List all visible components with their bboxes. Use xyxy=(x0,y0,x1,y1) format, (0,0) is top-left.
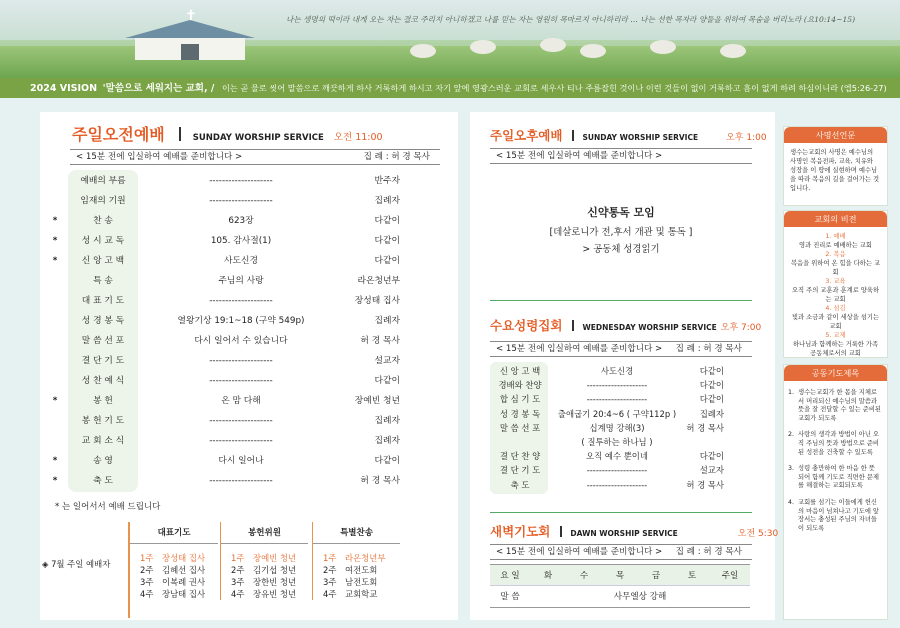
order-item-person: 장성태 집사 xyxy=(354,296,400,306)
order-item-name: 신 앙 고 백 xyxy=(81,256,125,266)
order-item-person: 다같이 xyxy=(374,236,400,246)
duty-roster xyxy=(128,522,400,618)
order-item-person: 다같이 xyxy=(699,366,724,376)
standing-marker: * xyxy=(52,476,58,486)
order-item-content: -------------------- xyxy=(209,176,273,186)
vision-item-text: 빛과 소금과 같이 세상을 섬기는 교회 xyxy=(791,314,880,330)
order-item-name: 결 단 기 도 xyxy=(499,465,541,476)
church-vision-box xyxy=(783,210,888,358)
order-item-name: 특 송 xyxy=(93,276,113,286)
order-row xyxy=(70,170,400,192)
order-row xyxy=(70,290,400,312)
duty-line: 4주 장유빈 청년 xyxy=(231,589,297,599)
vision-label: 2024 VISION xyxy=(30,83,98,94)
wednesday-order-row xyxy=(492,421,724,435)
standing-marker: * xyxy=(52,236,58,246)
standing-footnote: * 는 일어서서 예배 드립니다 xyxy=(55,502,161,512)
order-item-name: 예배의 부름 xyxy=(80,176,126,186)
order-item-content: 온 맘 다해 xyxy=(221,396,261,406)
morning-title: 주일오전예배 SUNDAY WORSHIP SERVICE 오전 11:00 xyxy=(72,125,383,144)
dawn-day: 화 xyxy=(543,571,553,581)
dawn-sermon-label: 말 씀 xyxy=(500,592,520,602)
order-item-person: 설교자 xyxy=(699,465,724,476)
right-sidebar xyxy=(783,122,888,620)
dawn-leader: 집 례 : 허 경 목사 xyxy=(675,547,742,557)
order-item-person: 반주자 xyxy=(374,176,400,186)
wednesday-order-row xyxy=(492,449,724,463)
order-item-name: 성 시 교 독 xyxy=(81,236,125,246)
dawn-days-row xyxy=(490,564,750,586)
order-row xyxy=(52,390,400,412)
church-building-illustration xyxy=(125,8,255,60)
order-row xyxy=(52,450,400,472)
order-item-content: -------------------- xyxy=(209,376,273,386)
order-item-name: 축 도 xyxy=(510,479,530,490)
vision-item-text: 하나님과 함께하는 거룩한 가족 공동체로서의 교회 xyxy=(792,341,879,357)
order-item-content: -------------------- xyxy=(209,296,273,306)
duty-line: 3주 이복례 권사 xyxy=(140,577,206,587)
afternoon-subject: [데살로니가 전,후서 개관 및 통독 ] xyxy=(549,227,693,238)
order-item-name: 송 영 xyxy=(93,456,113,466)
order-row xyxy=(70,330,400,352)
duty-line: 3주 남전도회 xyxy=(323,577,378,587)
order-item-person: 허 경 목사 xyxy=(360,476,400,486)
duty-column-prayer xyxy=(130,522,218,600)
duty-column-offering xyxy=(220,522,308,600)
order-item-name: 봉 헌 기 도 xyxy=(81,416,125,426)
prayer-topics-head: 공동기도제목 xyxy=(784,365,887,381)
dawn-title: 새벽기도회 DAWN WORSHIP SERVICE 오전 5:30 xyxy=(490,524,779,539)
standing-marker: * xyxy=(52,216,58,226)
duty-line: 2주 여전도회 xyxy=(323,565,378,575)
order-row xyxy=(52,250,400,272)
prayer-item: 2. 사랑의 생각과 방법이 아닌 오직 주님의 뜻과 방법으로 준비된 성전을 건축할 수 있도록 xyxy=(788,431,879,456)
order-item-name: 경배와 찬양 xyxy=(498,380,542,391)
duty-line: 4주 장남태 집사 xyxy=(140,589,206,599)
dawn-days-label: 요 일 xyxy=(500,571,520,581)
order-item-name: 대 표 기 도 xyxy=(81,296,125,306)
order-item-content: 다시 일어서 수 있습니다 xyxy=(194,336,288,346)
dawn-sermon-value: 사무엘상 강해 xyxy=(613,592,667,602)
order-item-content: 열왕기상 19:1~18 (구약 549p) xyxy=(177,316,305,326)
order-item-person: 집례자 xyxy=(374,436,400,446)
order-item-person: 장예빈 청년 xyxy=(354,396,400,406)
sheep-illustration xyxy=(410,44,436,58)
wednesday-order-row xyxy=(492,463,724,477)
order-item-person: 허 경 목사 xyxy=(686,422,724,433)
sheep-illustration xyxy=(540,38,566,52)
order-item-person: 집례자 xyxy=(699,408,724,419)
order-item-person: 다같이 xyxy=(374,456,400,466)
wednesday-order-row xyxy=(492,392,724,406)
order-item-person: 집례자 xyxy=(374,316,400,326)
duty-line: 4주 교회학교 xyxy=(323,589,378,599)
order-row xyxy=(70,270,400,292)
sheep-illustration xyxy=(650,40,676,54)
duty-column-head: 대표기도 xyxy=(130,522,218,544)
order-item-person: 허 경 목사 xyxy=(360,336,400,346)
wednesday-order-row xyxy=(492,407,724,421)
order-item-name: 결 단 기 도 xyxy=(81,356,125,366)
order-item-content: 주님의 사랑 xyxy=(218,276,264,286)
dawn-sermon-row xyxy=(490,586,750,608)
wednesday-order-table xyxy=(492,364,724,494)
wednesday-leader: 집 례 : 허 경 목사 xyxy=(675,344,742,354)
order-row xyxy=(70,430,400,452)
order-item-content: -------------------- xyxy=(586,394,648,405)
order-item-person: 설교자 xyxy=(374,356,400,366)
order-item-person: 집례자 xyxy=(374,416,400,426)
order-item-content: -------------------- xyxy=(209,196,273,206)
order-item-content: 오직 예수 뿐이네 xyxy=(586,451,648,462)
vision-item-title: 2. 복음 xyxy=(825,251,846,258)
order-item-name: 봉 헌 xyxy=(93,396,113,406)
standing-marker: * xyxy=(52,456,58,466)
order-item-name: 교 회 소 식 xyxy=(81,436,125,446)
order-item-content: -------------------- xyxy=(209,416,273,426)
afternoon-title: 주일오후예배 SUNDAY WORSHIP SERVICE 오후 1:00 xyxy=(490,128,767,143)
cross-icon: ✝ xyxy=(185,8,197,24)
vision-item-title: 3. 교육 xyxy=(825,278,846,285)
order-row xyxy=(70,310,400,332)
duty-line: 2주 김혜선 집사 xyxy=(140,565,206,575)
order-item-content: 사도신경 xyxy=(224,256,258,266)
mission-statement-box xyxy=(783,126,888,206)
order-row xyxy=(52,210,400,232)
mission-statement-text: 생수는교회의 사명은 예수님의 사명인 복음전파, 교육, 치유와 성장을 이 땅에 실현하며 예수님을 따라 복음의 길을 걸어가는 것입니다. xyxy=(790,149,880,192)
dawn-day: 수 xyxy=(579,571,589,581)
order-item-content: -------------------- xyxy=(586,479,648,490)
order-item-name: 성 경 봉 독 xyxy=(499,408,541,419)
order-item-name: 신 앙 고 백 xyxy=(499,366,541,376)
vision-item-text: 영과 진리로 예배하는 교회 xyxy=(799,242,872,249)
duty-line: 1주 장예빈 청년 xyxy=(231,553,297,563)
order-item-person: 다같이 xyxy=(699,380,724,391)
order-item-name: 말 씀 선 포 xyxy=(499,422,541,433)
wednesday-order-row xyxy=(492,478,724,492)
order-item-name: 결 단 찬 양 xyxy=(499,451,541,462)
order-item-person: 집례자 xyxy=(374,196,400,206)
duty-line: 2주 김기섭 청년 xyxy=(231,565,297,575)
order-item-person: 다같이 xyxy=(374,256,400,266)
order-item-content: ( 질투하는 하나님 ) xyxy=(581,437,653,447)
order-item-content: 출애굽기 20:4~6 ( 구약112p ) xyxy=(557,408,677,419)
morning-notice: < 15분 전에 입실하여 예배를 준비합니다 > 집 례 : 허 경 목사 xyxy=(70,149,440,165)
dawn-day: 주일 xyxy=(721,571,739,581)
order-item-person: 다같이 xyxy=(699,451,724,462)
church-vision-head: 교회의 비전 xyxy=(784,211,887,227)
order-row xyxy=(52,470,400,492)
vision-text: 이는 곧 물로 씻어 말씀으로 깨끗하게 하사 거룩하게 하시고 자기 앞에 영광스러운 교회로 세우사 티나 주름잡힌 것이나 이런 것들이 없이 거룩하고 흠이 없게 하려 하심이니라 (엡5:26-27) xyxy=(221,83,887,93)
order-item-person: 다같이 xyxy=(374,216,400,226)
duty-column-special-song xyxy=(312,522,400,600)
order-item-content: 다시 일어나 xyxy=(218,456,264,466)
vision-item-text: 복음을 위하여 온 힘을 다하는 교회 xyxy=(790,260,881,276)
order-item-person: 다같이 xyxy=(374,376,400,386)
church-vision-list xyxy=(784,227,887,363)
duty-column-head: 특별찬송 xyxy=(313,522,400,544)
order-item-person: 다같이 xyxy=(699,394,724,405)
dawn-notice: < 15분 전에 입실하여 예배를 준비합니다 > 집 례 : 허 경 목사 xyxy=(490,544,752,560)
duty-line: 1주 라온청년부 xyxy=(323,553,386,563)
vision-item-title: 1. 예배 xyxy=(825,233,846,240)
middle-panel xyxy=(470,112,779,620)
order-row xyxy=(70,410,400,432)
banner-verse: 나는 생명의 떡이라 내게 오는 자는 결코 주리지 아니하겠고 나를 믿는 자는 영원히 목마르지 아니하리라 … 나는 선한 목자라 양들을 위하여 목숨을 버리노라 (요10:14~15) xyxy=(286,15,856,24)
sheep-illustration xyxy=(470,40,496,54)
order-item-content: -------------------- xyxy=(586,465,648,476)
sheep-illustration xyxy=(720,44,746,58)
order-row xyxy=(70,370,400,392)
order-item-name: 찬 송 xyxy=(93,216,113,226)
afternoon-activity: > 공동체 성경읽기 xyxy=(582,244,660,255)
dawn-day: 토 xyxy=(687,571,697,581)
prayer-item: 4. 교회를 섬기는 이들에게 헌신의 마음이 넘쳐나고 기도에 앞장서는 충성된 주님의 자녀들이 되도록 xyxy=(788,498,879,532)
dawn-schedule-table xyxy=(490,564,750,608)
morning-leader: 집 례 : 허 경 목사 xyxy=(363,152,430,162)
order-item-content: 사도신경 xyxy=(600,366,634,376)
prayer-topics-list xyxy=(784,381,887,533)
prayer-item: 3. 성령 충만하여 한 마음 한 뜻 되어 함께 기도로 직면한 문제를 해결하는 교회되도록 xyxy=(788,465,879,490)
wednesday-order-row xyxy=(492,435,724,449)
order-item-name: 성 경 봉 독 xyxy=(81,316,125,326)
order-item-content: 십계명 강해(3) xyxy=(589,422,645,433)
afternoon-notice: < 15분 전에 입실하여 예배를 준비합니다 > xyxy=(490,148,752,164)
afternoon-program: 신약통독 모임 xyxy=(587,206,655,219)
prayer-item: 1. 생수는교회가 한 몸을 지체로서 머리되신 예수님의 말씀과 뜻을 잘 전달할 수 있는 준비된 교회가 되도록 xyxy=(788,389,882,422)
dawn-day: 목 xyxy=(615,571,625,581)
prayer-topics-box xyxy=(783,364,888,620)
section-divider xyxy=(490,512,752,513)
wednesday-title: 수요성령집회 WEDNESDAY WORSHIP SERVICE 오후 7:00 xyxy=(490,318,762,333)
wednesday-notice: < 15분 전에 입실하여 예배를 준비합니다 > 집 례 : 허 경 목사 xyxy=(490,341,752,357)
order-item-content: -------------------- xyxy=(209,436,273,446)
morning-order-table xyxy=(52,170,400,524)
order-item-name: 축 도 xyxy=(93,476,113,486)
vision-item-text: 오직 주의 교훈과 훈계로 양육하는 교회 xyxy=(791,287,880,303)
order-item-content: -------------------- xyxy=(209,476,273,486)
order-item-content: 623장 xyxy=(228,216,254,226)
vision-slogan: '말씀으로 세워지는 교회, / xyxy=(102,83,215,94)
sheep-illustration xyxy=(580,44,606,58)
vision-bar xyxy=(0,78,900,98)
order-item-name: 임재의 기원 xyxy=(80,196,126,206)
duty-line: 3주 장한빈 청년 xyxy=(231,577,297,587)
order-item-person: 허 경 목사 xyxy=(686,479,724,490)
afternoon-content xyxy=(490,204,752,255)
duty-roster-label: ◈ 7월 주일 예배자 xyxy=(42,559,111,569)
duty-column-head: 봉헌위원 xyxy=(221,522,308,544)
order-item-name: 말 씀 선 포 xyxy=(81,336,125,346)
order-item-name: 합 심 기 도 xyxy=(499,394,541,405)
section-divider xyxy=(490,300,752,301)
order-item-content: -------------------- xyxy=(209,356,273,366)
wednesday-order-row xyxy=(492,378,724,392)
order-row xyxy=(52,230,400,252)
vision-item-title: 5. 교제 xyxy=(825,332,846,339)
order-item-content: 105. 감사절(1) xyxy=(210,236,272,246)
standing-marker: * xyxy=(52,256,58,266)
order-item-name: 성 찬 예 식 xyxy=(81,376,125,386)
header-banner xyxy=(0,0,900,78)
order-row xyxy=(70,350,400,372)
order-row xyxy=(70,190,400,212)
standing-marker: * xyxy=(52,396,58,406)
vision-item-title: 4. 섬김 xyxy=(825,305,846,312)
wednesday-order-row xyxy=(492,364,724,378)
order-item-person: 라온청년부 xyxy=(357,276,400,286)
order-item-content: -------------------- xyxy=(586,380,648,391)
duty-line: 1주 장성태 집사 xyxy=(140,553,206,563)
dawn-day: 금 xyxy=(651,571,661,581)
mission-statement-head: 사명선언문 xyxy=(784,127,887,143)
